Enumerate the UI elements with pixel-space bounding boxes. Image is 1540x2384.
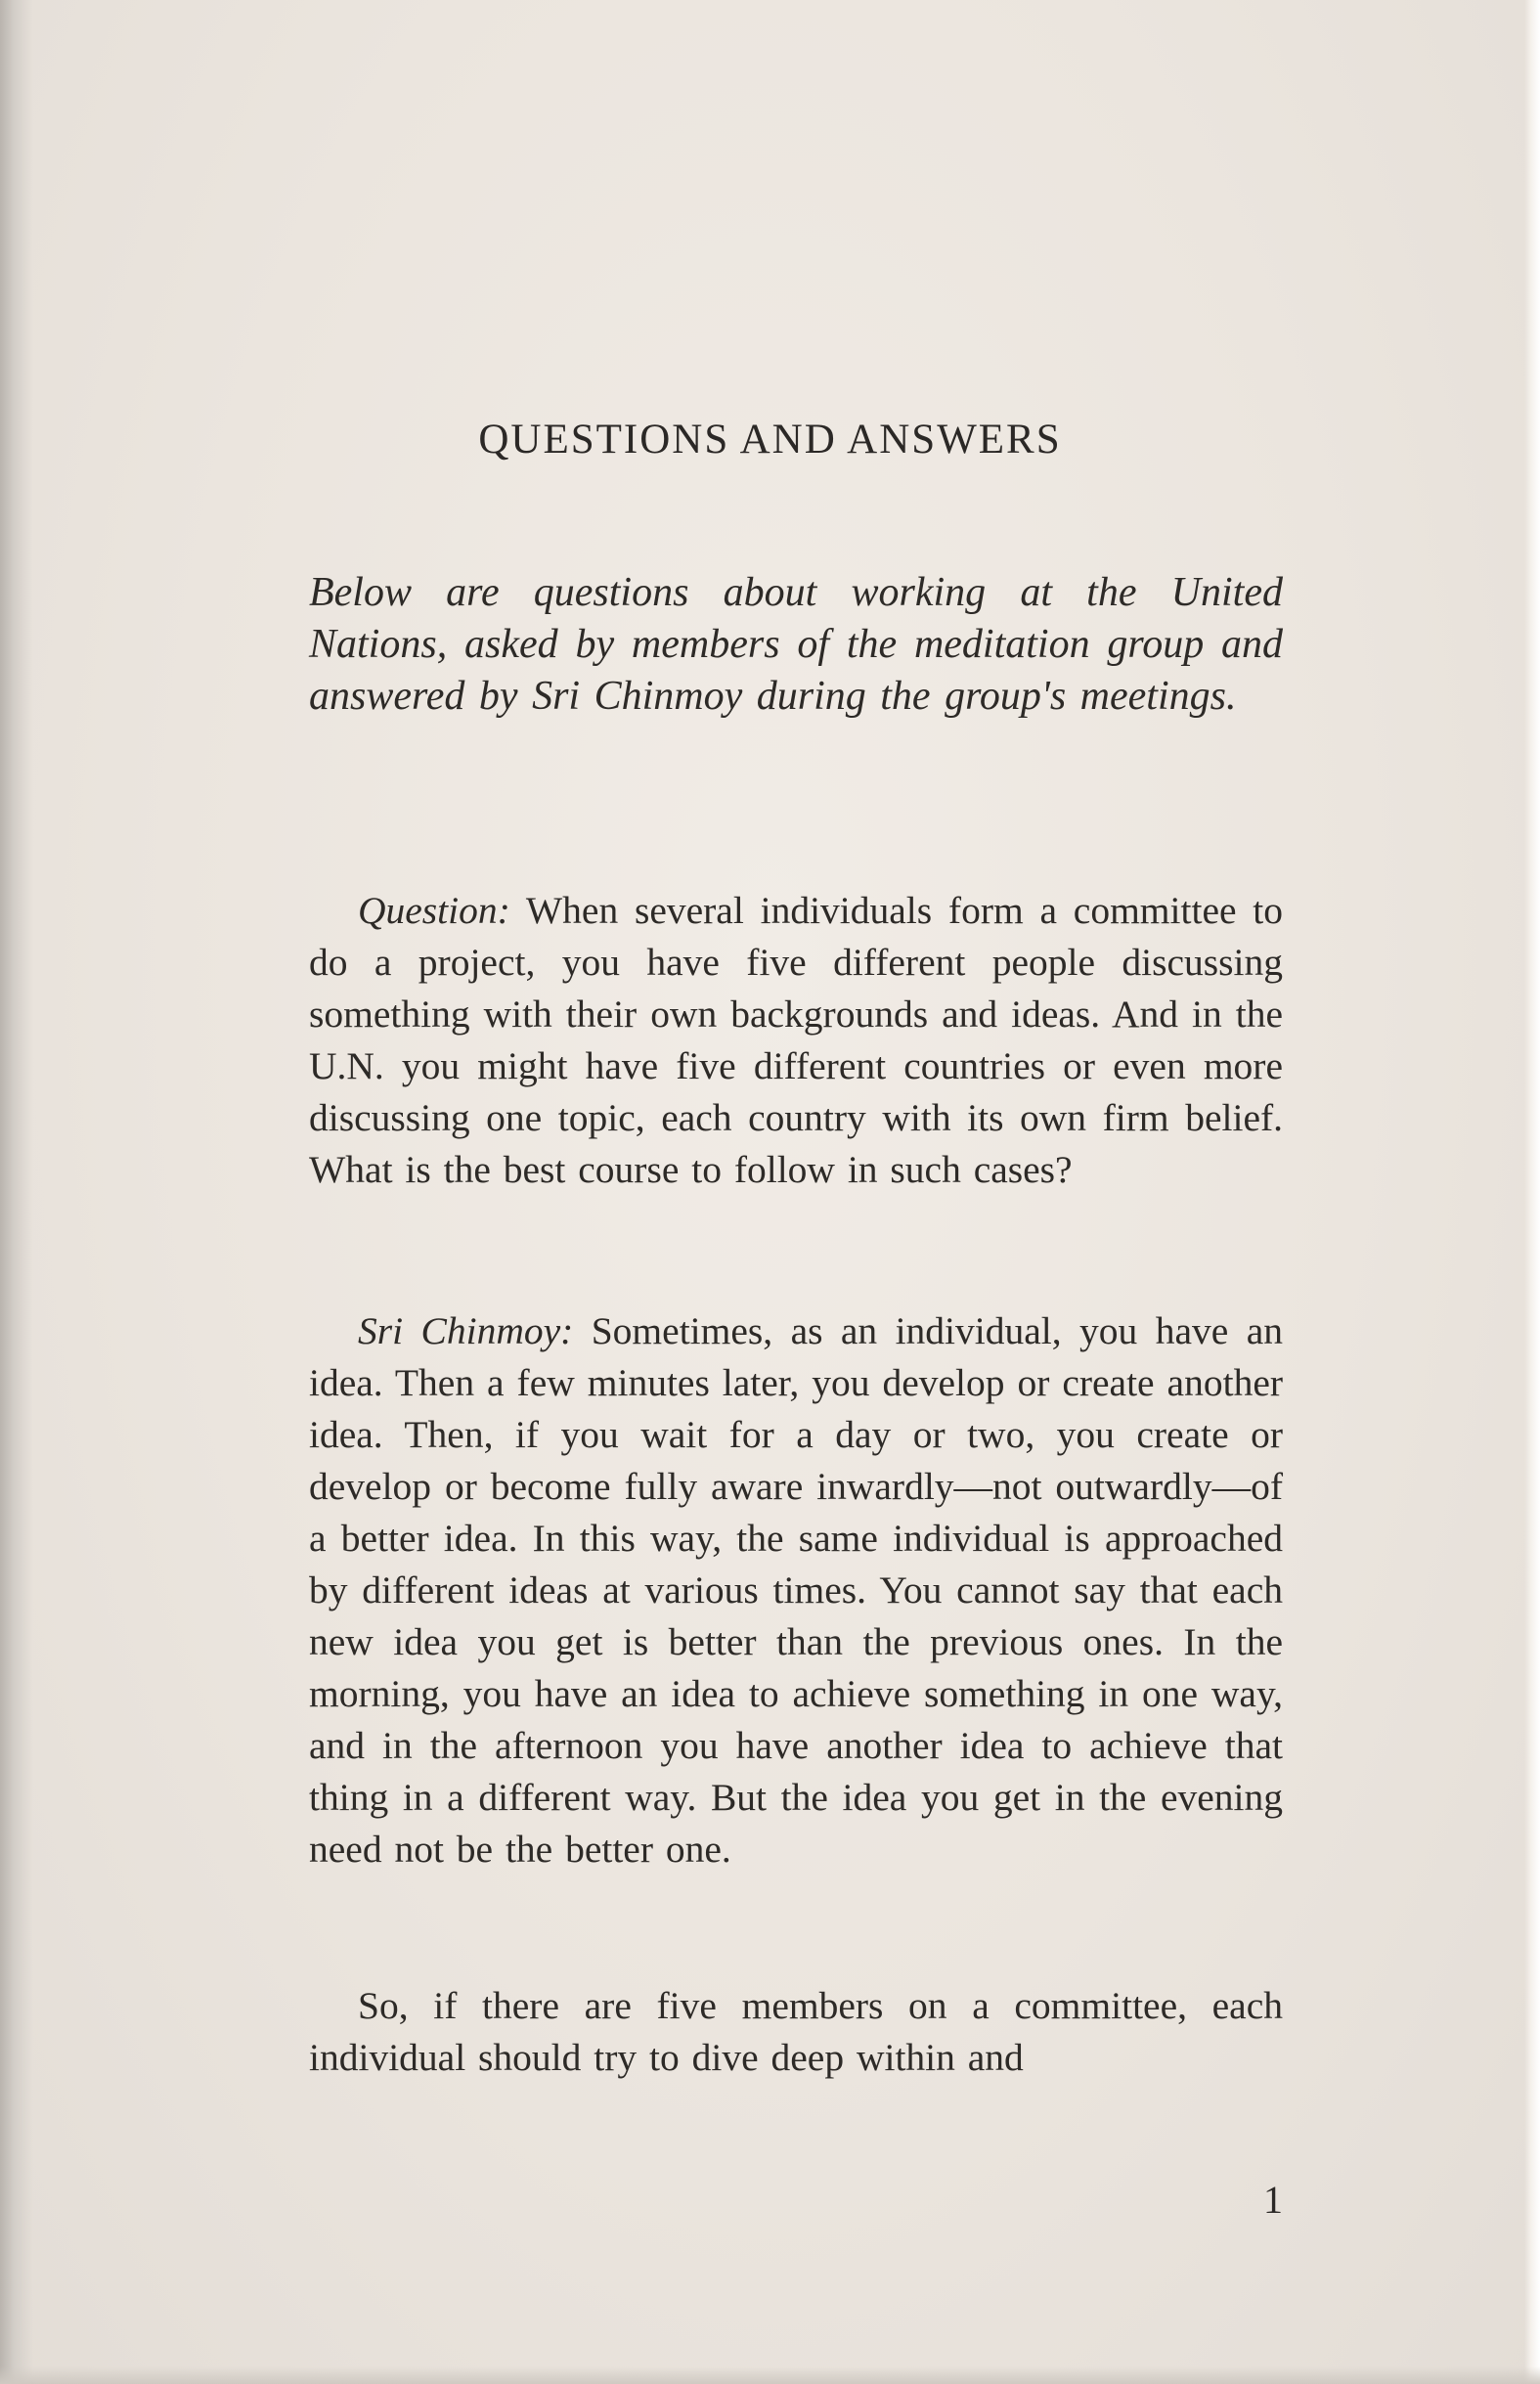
page-bottom-edge	[0, 2366, 1540, 2384]
intro-paragraph: Below are questions about working at the United Nations, asked by members of the meditation group and answered by Sri Chinmoy during the group's meetings.	[309, 570, 1283, 719]
spine-shadow	[0, 0, 33, 2384]
page-number: 1	[1263, 2178, 1283, 2222]
question-paragraph	[309, 885, 1283, 1196]
page-edge	[1524, 0, 1540, 2384]
question-label: Question:	[358, 889, 510, 932]
answer-continuation-paragraph	[309, 1980, 1283, 2084]
answer-text: Sometimes, as an individual, you have an idea. Then a few minutes later, you develop or create another idea. Then, if you wait for a day or two, you create or develop or become fully aware inwardly—not outwardly—of a better idea. In this way, the same individual is approached by different ideas at various times. You cannot say that each new idea you get is better than the previous ones. In the morning, you have an idea to achieve something in one way, and in the afternoon you have another idea to achieve that thing in a different way. But the idea you get in the evening need not be the better one.	[309, 1309, 1283, 1871]
answer-continuation-text: So, if there are five members on a committee, each individual should try to dive deep within and	[309, 1984, 1283, 2079]
answer-label: Sri Chinmoy:	[358, 1309, 574, 1352]
chapter-heading: QUESTIONS AND ANSWERS	[478, 417, 1062, 463]
answer-paragraph	[309, 1305, 1283, 1876]
question-text: When several individuals form a committee to do a project, you have five different people discussing something with their own backgrounds and ideas. And in the U.N. you might have five different countries or even more discussing one topic, each country with its own firm belief. What is the best course to follow in such cases?	[309, 889, 1284, 1191]
